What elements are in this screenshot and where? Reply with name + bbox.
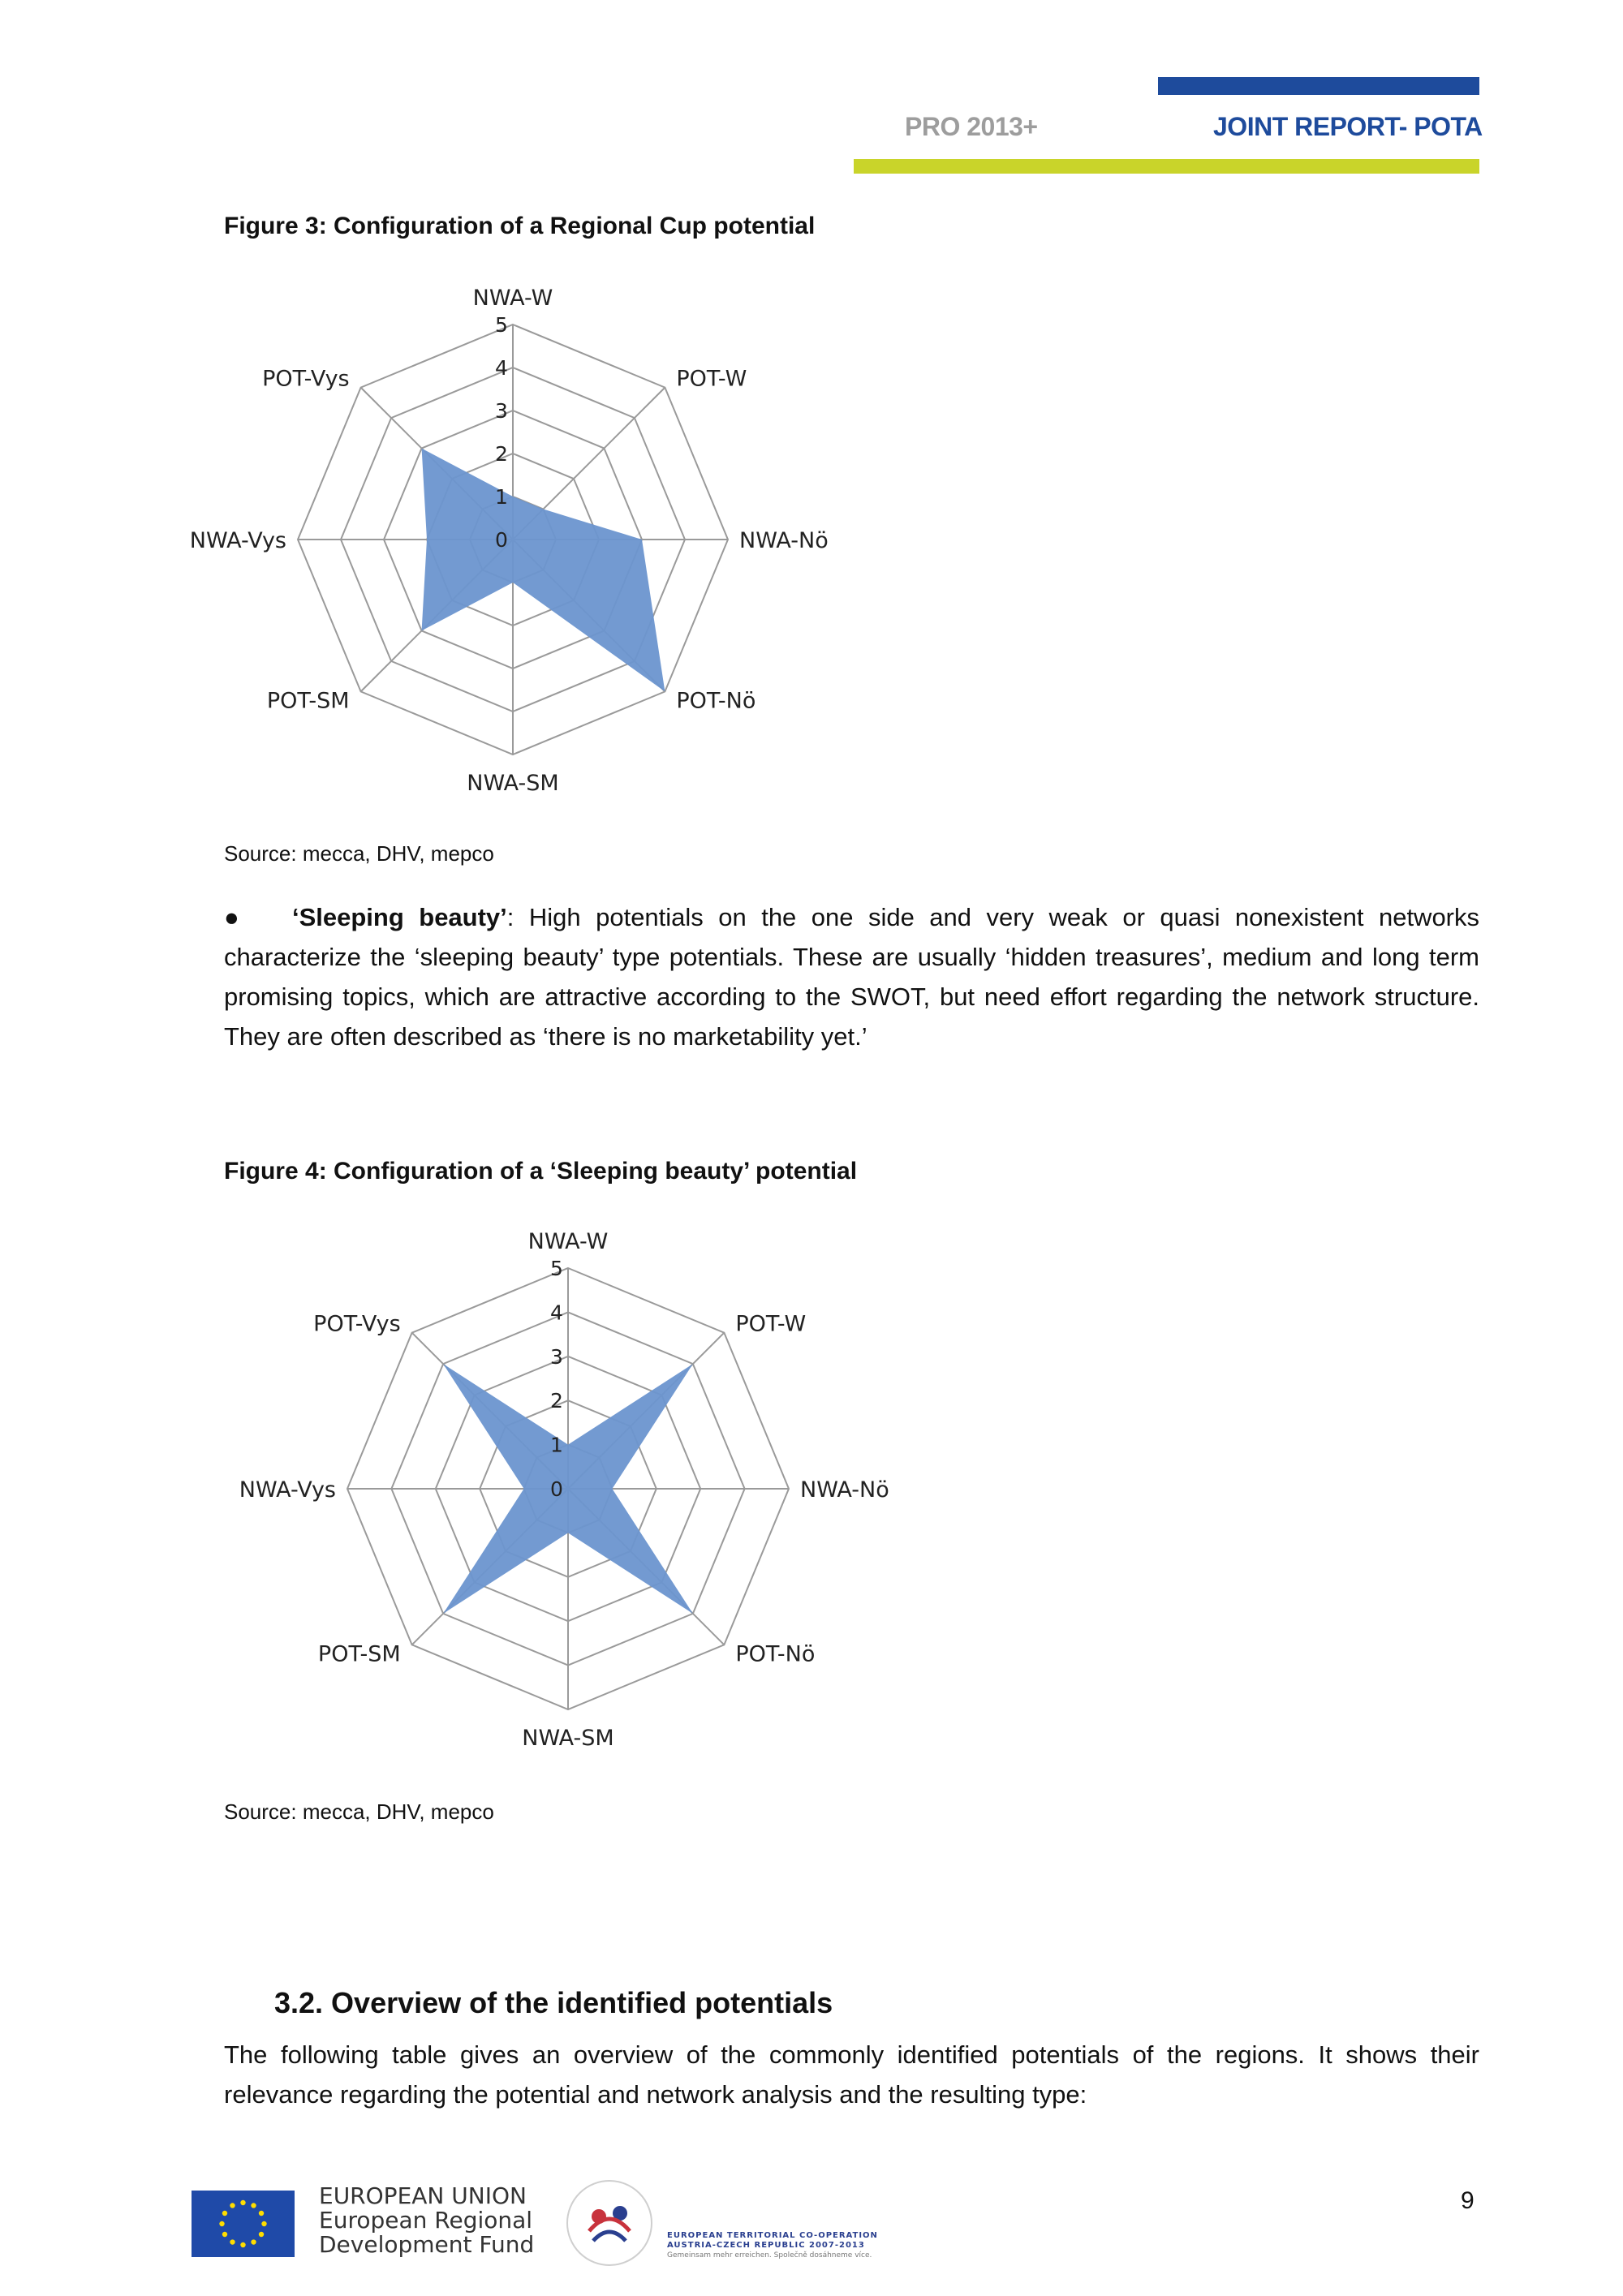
figure4-source: Source: mecca, DHV, mepco	[224, 1799, 494, 1824]
radar-axis-label: POT-SM	[317, 1641, 401, 1667]
header-right-title: JOINT REPORT- POTA	[1213, 112, 1483, 141]
radar-tick-label: 1	[495, 485, 508, 509]
radar-axis-label: POT-SM	[266, 688, 350, 714]
radar-axis-label: POT-Nö	[676, 688, 756, 714]
radar-axis-label: NWA-W	[472, 286, 553, 311]
eu-star	[222, 2232, 227, 2237]
radar-axis-label: NWA-SM	[467, 771, 559, 796]
eu-line3: Development Fund	[319, 2231, 535, 2258]
eu-line2: European Regional	[319, 2207, 533, 2234]
radar-axis-label: NWA-Vys	[239, 1477, 336, 1503]
radar-tick-label: 4	[550, 1301, 563, 1325]
eu-star	[230, 2239, 235, 2244]
radar-axis-label: NWA-W	[527, 1229, 609, 1254]
radar-tick-label: 2	[495, 442, 508, 466]
figure4-caption: Figure 4: Configuration of a ‘Sleeping beauty’ potential	[224, 1158, 858, 1185]
radar-tick-label: 3	[550, 1344, 563, 1369]
etc-line3: Gemeinsam mehr erreichen. Společně dosáhneme více.	[667, 2251, 872, 2259]
eu-star	[240, 2242, 245, 2247]
sleeping-beauty-term: ‘Sleeping beauty’	[291, 903, 507, 931]
eu-star	[222, 2211, 227, 2216]
radar-tick-label: 2	[550, 1389, 563, 1413]
eu-star	[240, 2200, 245, 2205]
eu-star	[261, 2221, 266, 2226]
sleeping-beauty-text: : High potentials on the one side and very weak or quasi nonexistent networks characterize the ‘sleeping beauty’ type potentials. These are usually ‘hidden treasures’, medium and long term promising topics, which are attractive according to the SWOT, but need effort regarding the network structure. They are often described as ‘there is no marketability yet.’	[224, 903, 1480, 1051]
eu-star	[251, 2239, 256, 2244]
etc-line2: AUSTRIA-CZECH REPUBLIC 2007-2013	[667, 2241, 865, 2250]
header-left-title: PRO 2013+	[905, 112, 1038, 141]
radar-tick-label: 5	[550, 1257, 563, 1280]
page-number: 9	[1461, 2187, 1474, 2214]
radar-axis-label: NWA-Nö	[800, 1477, 889, 1503]
cooperation-logo-icon	[557, 2174, 662, 2272]
figure3-caption: Figure 3: Configuration of a Regional Cup potential	[224, 213, 816, 239]
radar-axis-label: POT-W	[676, 366, 747, 392]
radar-tick-label: 3	[495, 399, 508, 423]
radar-axis-label: NWA-Nö	[739, 528, 829, 553]
section-heading: 3.2. Overview of the identified potentials	[274, 1986, 833, 2019]
eu-star	[251, 2203, 256, 2208]
etc-line1: EUROPEAN TERRITORIAL CO-OPERATION	[667, 2231, 878, 2240]
etc-programme-text	[667, 2231, 878, 2260]
radar-tick-label: 1	[550, 1433, 563, 1457]
eu-line1: EUROPEAN UNION	[319, 2182, 527, 2209]
bullet: ●	[224, 903, 248, 931]
figure3-source: Source: mecca, DHV, mepco	[224, 841, 494, 866]
eu-star	[219, 2221, 224, 2226]
eu-star	[230, 2203, 235, 2208]
eu-stars-icon	[192, 2191, 295, 2257]
eu-fund-text	[319, 2184, 534, 2257]
radar-axis-label: POT-W	[735, 1311, 807, 1337]
radar-axis-label: NWA-SM	[522, 1726, 614, 1751]
radar-tick-label: 0	[550, 1477, 563, 1501]
section-paragraph: The following table gives an overview of the commonly identified potentials of the regions. It shows their relevance regarding the potential and network analysis and the resulting type:	[224, 2040, 1479, 2109]
radar-tick-label: 4	[495, 356, 508, 380]
radar-axis-label: POT-Nö	[735, 1641, 816, 1667]
radar-axis-label: NWA-Vys	[189, 528, 286, 553]
radar-tick-label: 5	[495, 313, 508, 337]
eu-flag-logo	[192, 2191, 295, 2257]
eu-star	[259, 2232, 264, 2237]
radar-tick-label: 0	[495, 528, 508, 552]
radar-axis-label: POT-Vys	[313, 1311, 401, 1337]
radar-axis-label: POT-Vys	[262, 366, 350, 392]
eu-star	[259, 2211, 264, 2216]
